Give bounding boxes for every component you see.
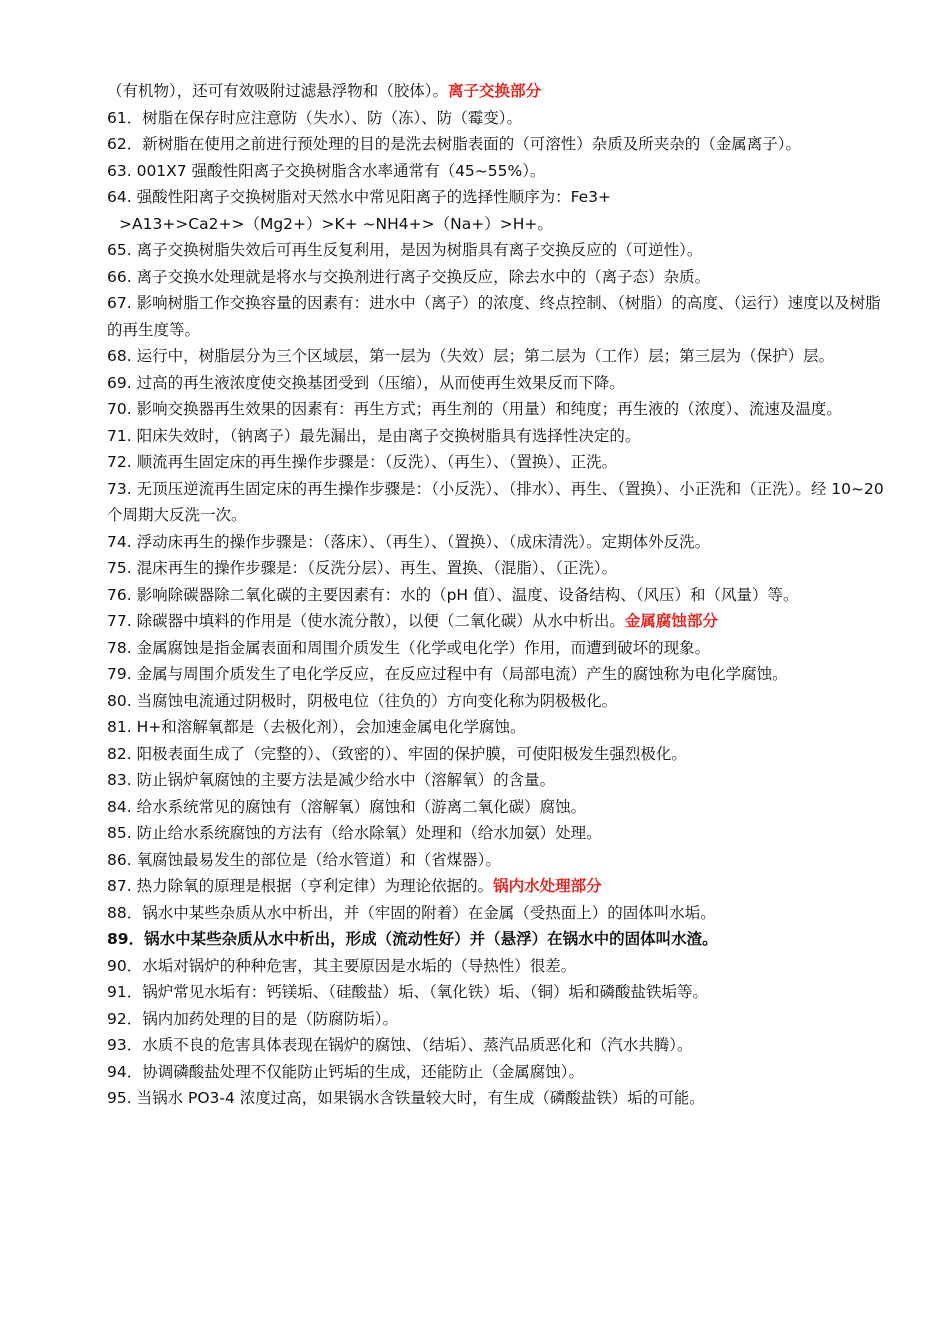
item-88: 88．锅水中某些杂质从水中析出，并（牢固的附着）在金属（受热面上）的固体叫水垢。 bbox=[107, 903, 716, 922]
item-64-continued: >A13+>Ca2+>（Mg2+）>K+ ~NH4+>（Na+）>H+。 bbox=[119, 214, 553, 233]
item-61: 61．树脂在保存时应注意防（失水）、防（冻）、防（霉变）。 bbox=[107, 108, 522, 127]
item-63: 63. 001X7 强酸性阳离子交换树脂含水率通常有（45~55%）。 bbox=[107, 161, 546, 180]
item-80: 80. 当腐蚀电流通过阴极时，阴极电位（往负的）方向变化称为阴极极化。 bbox=[107, 691, 618, 710]
item-86: 86. 氧腐蚀最易发生的部位是（给水管道）和（省煤器）。 bbox=[107, 850, 501, 869]
item-87 bbox=[107, 873, 890, 900]
item-65: 65. 离子交换树脂失效后可再生反复利用，是因为树脂具有离子交换反应的（可逆性）。 bbox=[107, 241, 703, 259]
line-text: （有机物），还可有效吸附过滤悬浮物和（胶体）。 bbox=[107, 82, 449, 100]
item-67: 67. 影响树脂工作交换容量的因素有：进水中（离子）的浓度、终点控制、（树脂）的高度、（运行）速度以及树脂的再生度等。 bbox=[107, 294, 881, 339]
item-79: 79. 金属与周围介质发生了电化学反应，在反应过程中有（局部电流）产生的腐蚀称为电化学腐蚀。 bbox=[107, 665, 788, 683]
item-94: 94．协调磷酸盐处理不仅能防止钙垢的生成，还能防止（金属腐蚀）。 bbox=[107, 1062, 584, 1081]
item-82: 82. 阳极表面生成了（完整的）、（致密的）、牢固的保护膜，可使阳极发生强烈极化。 bbox=[107, 744, 687, 763]
item-68: 68. 运行中，树脂层分为三个区域层，第一层为（失效）层；第二层为（工作）层；第三层为（保护）层。 bbox=[107, 347, 835, 365]
item-95: 95. 当锅水 PO3-4 浓度过高，如果锅水含铁量较大时，有生成（磷酸盐铁）垢的可能。 bbox=[107, 1089, 705, 1107]
item-84: 84. 给水系统常见的腐蚀有（溶解氧）腐蚀和（游离二氧化碳）腐蚀。 bbox=[107, 797, 587, 816]
item-91: 91．锅炉常见水垢有：钙镁垢、（硅酸盐）垢、（氧化铁）垢、（铜）垢和磷酸盐铁垢等。 bbox=[107, 983, 708, 1001]
item-73: 73. 无顶压逆流再生固定床的再生操作步骤是：（小反洗）、（排水）、再生、（置换）、小正洗和（正洗）。经 10~20 个周期大反洗一次。 bbox=[107, 479, 884, 524]
item-66: 66. 离子交换水处理就是将水与交换剂进行离子交换反应，除去水中的（离子态）杂质。 bbox=[107, 267, 711, 286]
item-93: 93．水质不良的危害具体表现在锅炉的腐蚀、（结垢）、蒸汽品质恶化和（汽水共腾）。 bbox=[107, 1036, 693, 1054]
line-intro bbox=[107, 78, 890, 105]
item-89: 89．锅水中某些杂质从水中析出，形成（流动性好）并（悬浮）在锅水中的固体叫水渣。 bbox=[107, 930, 718, 948]
item-76: 76. 影响除碳器除二氧化碳的主要因素有：水的（pH 值）、温度、设备结构、（风压）和（风量）等。 bbox=[107, 585, 799, 604]
item-70: 70. 影响交换器再生效果的因素有：再生方式；再生剂的（用量）和纯度；再生液的（浓度）、流速及温度。 bbox=[107, 400, 842, 418]
item-64: 64. 强酸性阳离子交换树脂对天然水中常见阳离子的选择性顺序为：Fe3+ bbox=[107, 188, 612, 206]
line-text: 77. 除碳器中填料的作用是（使水流分散），以便（二氧化碳）从水中析出。 bbox=[107, 612, 625, 630]
section-header-boiler-water: 锅内水处理部分 bbox=[493, 877, 602, 895]
section-header-ion-exchange: 离子交换部分 bbox=[448, 82, 542, 100]
item-62: 62．新树脂在使用之前进行预处理的目的是洗去树脂表面的（可溶性）杂质及所夹杂的（金属离子）。 bbox=[107, 135, 801, 153]
item-81: 81. H+和溶解氧都是（去极化剂），会加速金属电化学腐蚀。 bbox=[107, 718, 526, 736]
item-72: 72. 顺流再生固定床的再生操作步骤是：（反洗）、（再生）、（置换）、正洗。 bbox=[107, 453, 618, 471]
line-text: 87. 热力除氧的原理是根据（亨利定律）为理论依据的。 bbox=[107, 877, 494, 895]
item-85: 85. 防止给水系统腐蚀的方法有（给水除氧）处理和（给水加氨）处理。 bbox=[107, 824, 602, 842]
item-90: 90．水垢对锅炉的种种危害，其主要原因是水垢的（导热性）很差。 bbox=[107, 956, 577, 975]
item-74: 74. 浮动床再生的操作步骤是：（落床）、（再生）、（置换）、（成床清洗）。定期体外反洗。 bbox=[107, 532, 711, 551]
item-92: 92．锅内加药处理的目的是（防腐防垢）。 bbox=[107, 1009, 398, 1028]
item-77 bbox=[107, 608, 890, 635]
section-header-metal-corrosion: 金属腐蚀部分 bbox=[624, 612, 718, 630]
item-78: 78. 金属腐蚀是指金属表面和周围介质发生（化学或电化学）作用，而遭到破坏的现象。 bbox=[107, 638, 711, 657]
item-75: 75. 混床再生的操作步骤是：（反洗分层）、再生、置换、（混脂）、（正洗）。 bbox=[107, 559, 618, 577]
item-71: 71. 阳床失效时，（钠离子）最先漏出，是由离子交换树脂具有选择性决定的。 bbox=[107, 426, 641, 445]
item-69: 69. 过高的再生液浓度使交换基团受到（压缩），从而使再生效果反而下降。 bbox=[107, 373, 625, 392]
item-83: 83. 防止锅炉氧腐蚀的主要方法是减少给水中（溶解氧）的含量。 bbox=[107, 771, 556, 789]
